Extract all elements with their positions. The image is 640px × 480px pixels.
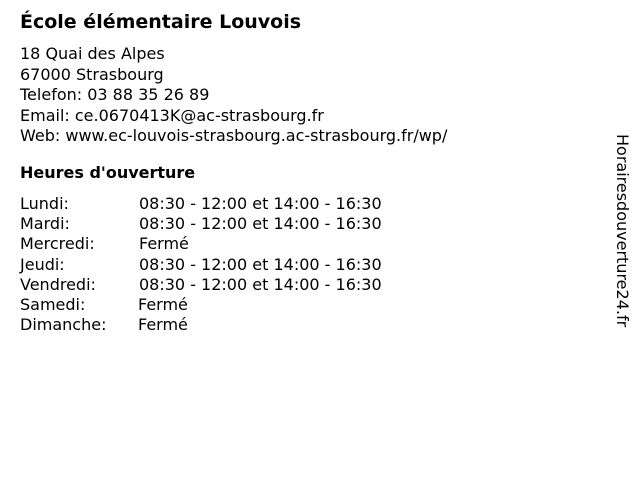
phone-number: Telefon: 03 88 35 26 89 xyxy=(20,85,210,104)
day-label: Mardi: xyxy=(20,214,70,234)
city-postcode: 67000 Strasbourg xyxy=(20,64,164,84)
time-value: 08:30 - 12:00 et 14:00 - 16:30 xyxy=(139,194,382,213)
day-label: Mercredi: xyxy=(20,234,95,254)
time-value: 08:30 - 12:00 et 14:00 - 16:30 xyxy=(139,214,382,234)
site-watermark: Horairesdouverture24.fr xyxy=(613,134,632,328)
website-url: Web: www.ec-louvois-strasbourg.ac-strasbourg.fr/wp/ xyxy=(20,126,448,145)
day-label: Lundi: xyxy=(20,194,69,213)
email-address: Email: ce.0670413K@ac-strasbourg.fr xyxy=(20,105,324,125)
page-title: École élémentaire Louvois xyxy=(20,11,302,33)
day-label: Samedi: xyxy=(20,294,86,314)
hours-heading: Heures d'ouverture xyxy=(20,163,196,182)
time-value: 08:30 - 12:00 et 14:00 - 16:30 xyxy=(139,274,382,294)
street-address: 18 Quai des Alpes xyxy=(20,44,165,63)
time-value: Fermé xyxy=(138,315,188,335)
time-value: 08:30 - 12:00 et 14:00 - 16:30 xyxy=(139,254,382,274)
time-value: Fermé xyxy=(139,234,189,254)
day-label: Dimanche: xyxy=(20,315,107,335)
contact-block xyxy=(20,44,447,147)
time-value: Fermé xyxy=(138,294,188,314)
day-label: Vendredi: xyxy=(20,274,96,294)
day-label: Jeudi: xyxy=(20,254,65,274)
